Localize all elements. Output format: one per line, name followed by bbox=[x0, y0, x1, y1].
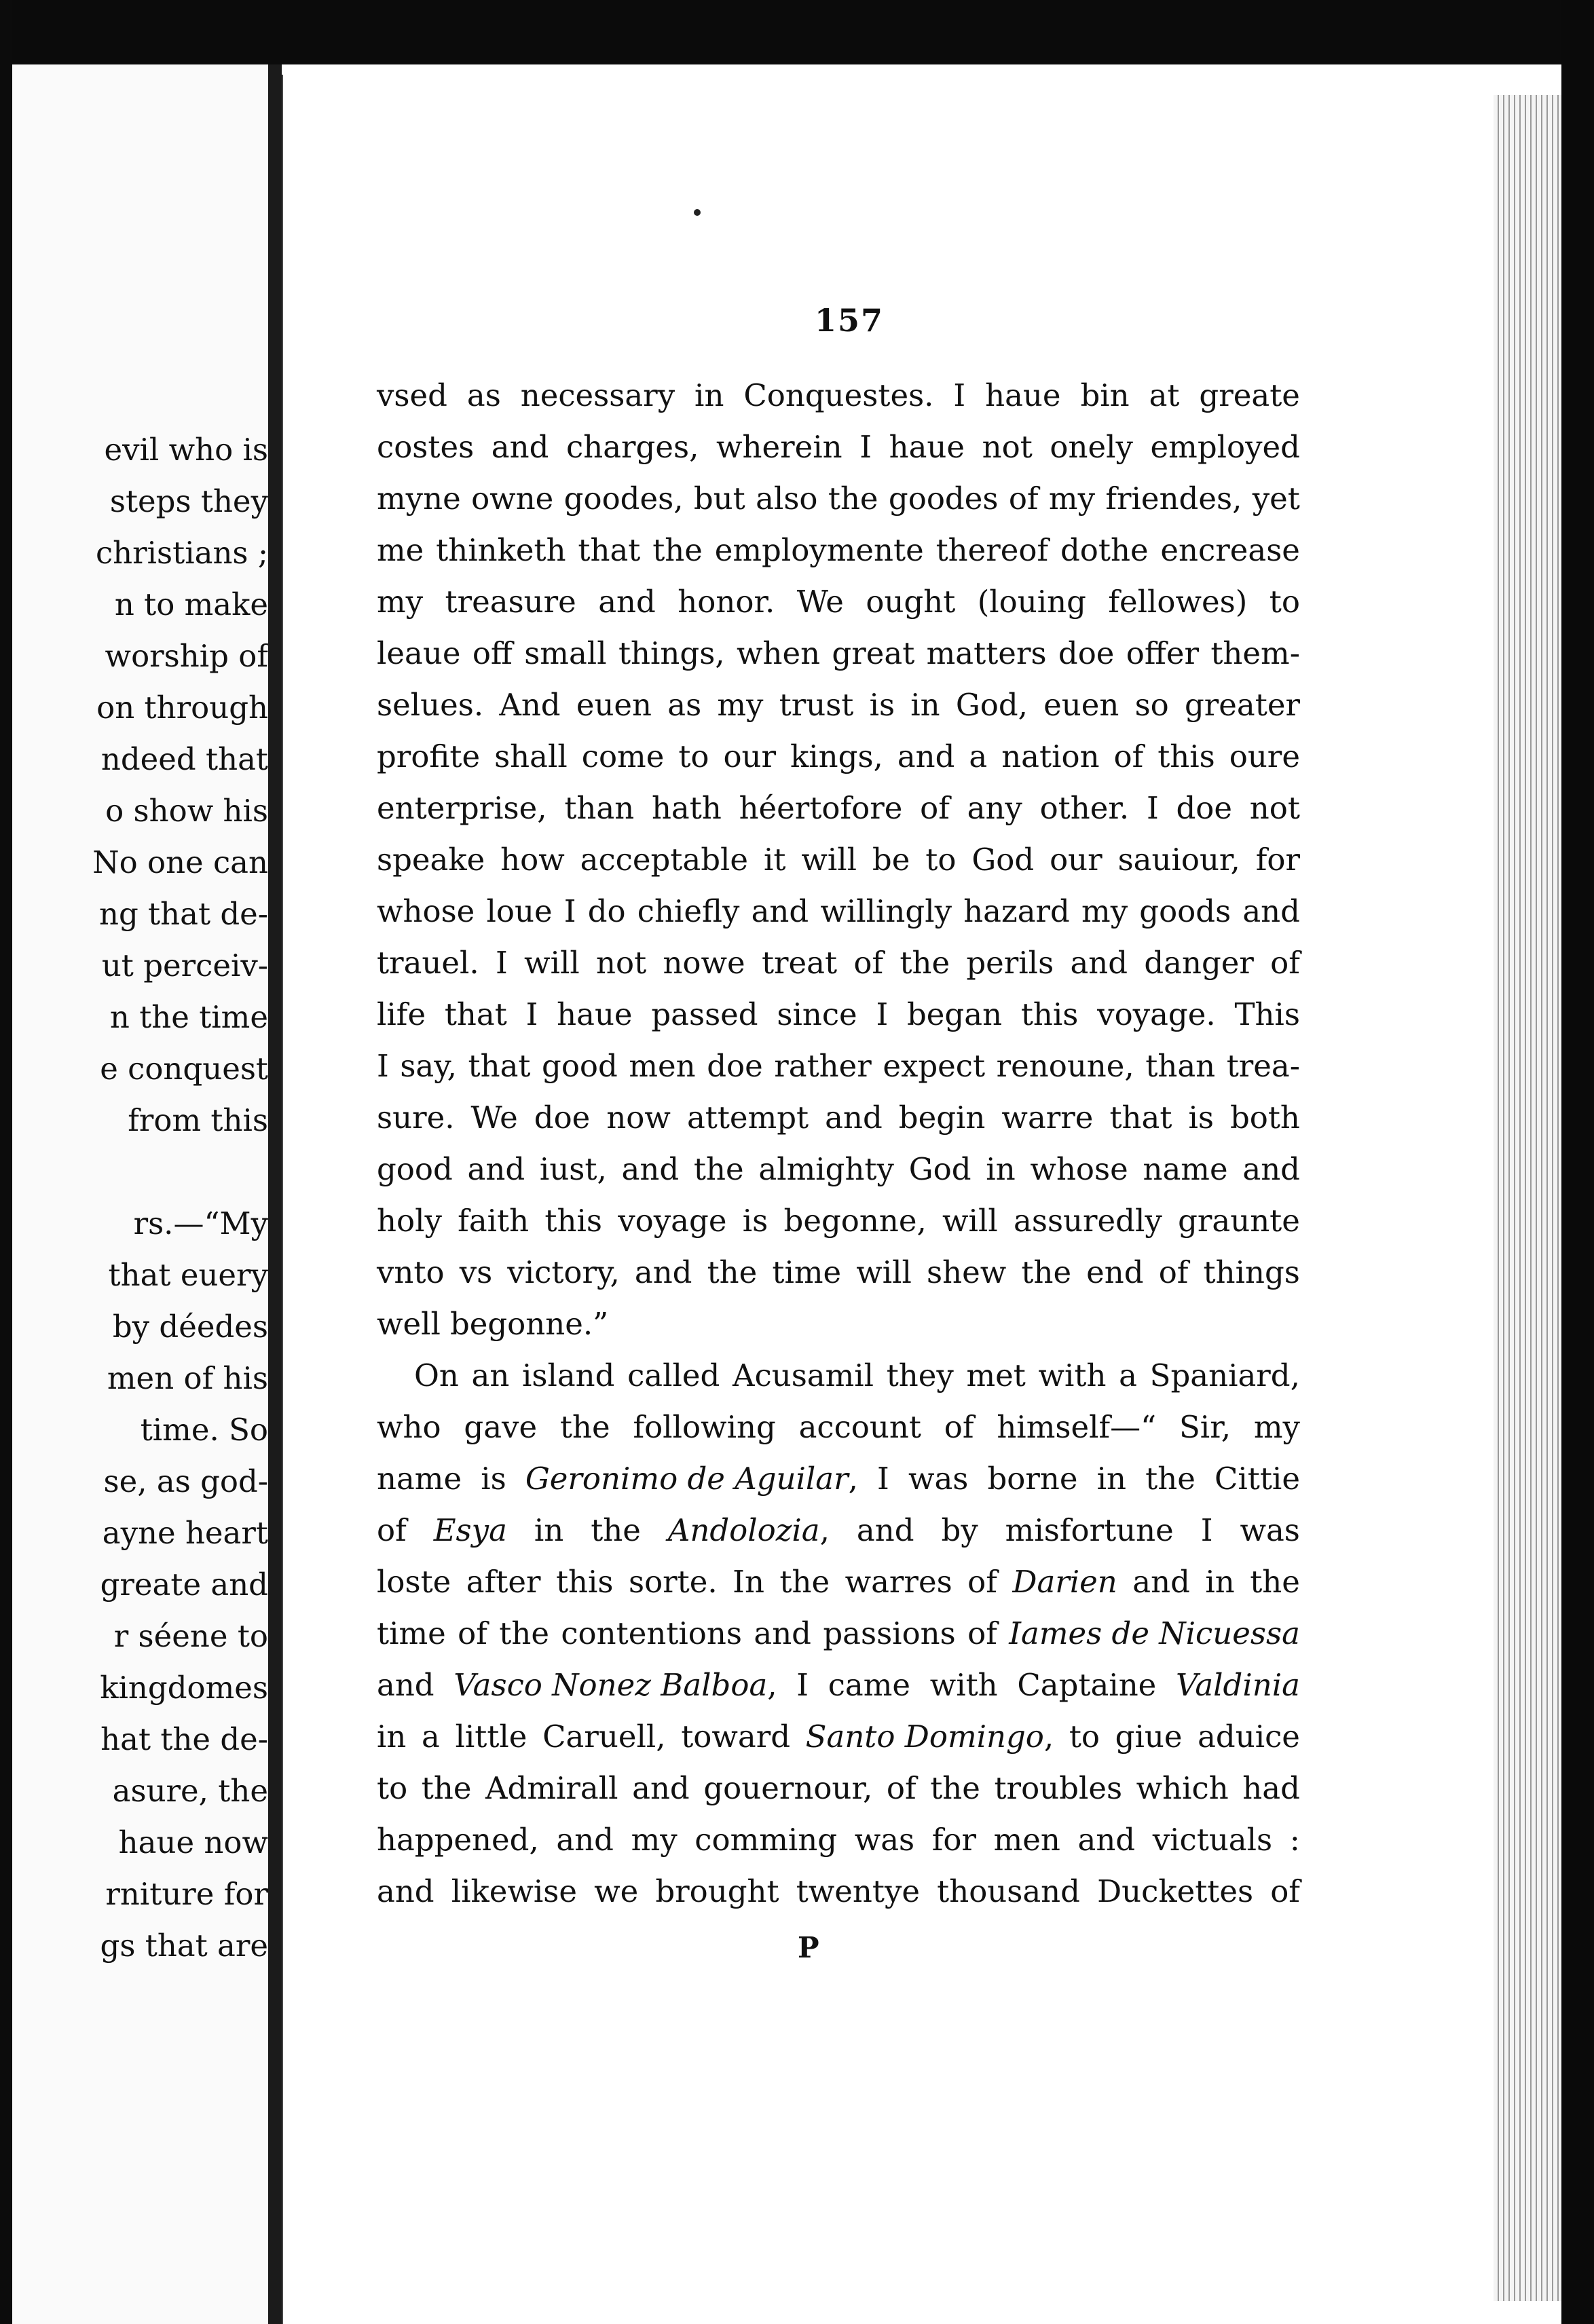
left-fragment-line: ng that de- bbox=[98, 896, 268, 932]
left-fragment-line: ut perceiv- bbox=[101, 948, 268, 983]
text-line: name is Geronimo de Aguilar, I was borne in the Cittie bbox=[377, 1461, 1300, 1497]
signature-mark: P bbox=[798, 1931, 819, 1964]
left-fragment-line: n the time bbox=[109, 999, 268, 1035]
left-fragment-line: ayne heart bbox=[102, 1515, 268, 1551]
text-line: On an island called Acusamil they met with a Spaniard, bbox=[414, 1357, 1300, 1393]
left-fragment-line: steps they bbox=[109, 483, 268, 519]
left-fragment-line: n to make bbox=[114, 586, 268, 622]
text-line: loste after this sorte. In the warres of Darien and in the bbox=[377, 1564, 1300, 1600]
left-fragment-line: from this bbox=[128, 1102, 268, 1138]
text-line: and Vasco Nonez Balboa, I came with Captaine Valdinia bbox=[377, 1667, 1300, 1703]
left-fragment-line: se, as god- bbox=[103, 1463, 268, 1499]
left-fragment-line: hat the de- bbox=[100, 1721, 268, 1757]
page-number: 157 bbox=[815, 302, 885, 339]
left-fragment-line: that euery bbox=[108, 1257, 268, 1293]
scan-border-left bbox=[0, 0, 12, 2324]
text-line: of Esya in the Andolozia, and by misfortune I was bbox=[377, 1512, 1300, 1548]
text-line: enterprise, than hath héertofore of any other. I doe not bbox=[377, 790, 1300, 826]
left-fragment-line: time. So bbox=[140, 1412, 268, 1448]
left-fragment-line: kingdomes bbox=[100, 1670, 268, 1706]
left-fragment-line: greate and bbox=[100, 1567, 268, 1603]
text-line: profite shall come to our kings, and a nation of this oure bbox=[377, 738, 1300, 774]
text-line: to the Admirall and gouernour, of the troubles which had bbox=[377, 1770, 1300, 1806]
text-line: well begonne.” bbox=[377, 1306, 609, 1342]
text-line: selues. And euen as my trust is in God, euen so greater bbox=[377, 687, 1300, 723]
left-fragment-line: r séene to bbox=[113, 1618, 268, 1654]
left-fragment-line: rs.—“My bbox=[133, 1205, 268, 1241]
left-fragment-line: by déedes bbox=[112, 1309, 268, 1345]
left-fragment-line bbox=[12, 1146, 268, 1198]
body-text bbox=[377, 370, 1300, 1917]
left-fragment-line: No one can bbox=[92, 844, 268, 880]
book-gutter bbox=[268, 64, 282, 2324]
left-fragment-line: worship of bbox=[105, 638, 268, 674]
text-line: trauel. I will not nowe treat of the perils and danger of bbox=[377, 945, 1300, 981]
scan-border-top bbox=[0, 0, 1594, 64]
left-fragment-line: christians ; bbox=[95, 535, 268, 571]
text-line: me thinketh that the employmente thereof dothe encrease bbox=[377, 532, 1300, 568]
text-line: myne owne goodes, but also the goodes of my friendes, yet bbox=[377, 481, 1300, 517]
text-line: sure. We doe now attempt and begin warre that is both bbox=[377, 1100, 1300, 1136]
left-fragment-line: e conquest bbox=[100, 1051, 268, 1087]
text-line: in a little Caruell, toward Santo Domingo, to giue aduice bbox=[377, 1719, 1300, 1755]
paragraph-speech bbox=[377, 370, 1300, 1350]
ink-dot bbox=[694, 209, 701, 216]
text-line: speake how acceptable it will be to God our sauiour, for bbox=[377, 842, 1300, 878]
left-fragment-line: gs that are bbox=[100, 1928, 268, 1964]
left-fragment-line: evil who is bbox=[104, 432, 268, 468]
left-fragment-line: on through bbox=[96, 690, 268, 726]
text-line: whose loue I do chiefly and willingly hazard my goods and bbox=[377, 893, 1300, 929]
text-line: leaue off small things, when great matters doe offer them- bbox=[377, 635, 1300, 671]
paragraph-aguilar bbox=[377, 1350, 1300, 1917]
facing-page-left bbox=[12, 64, 268, 2324]
text-line: costes and charges, wherein I haue not onely employed bbox=[377, 429, 1300, 465]
left-fragment-line: o show his bbox=[105, 793, 268, 829]
text-line: happened, and my comming was for men and victuals : bbox=[377, 1822, 1300, 1858]
text-line: I say, that good men doe rather expect renoune, than trea- bbox=[377, 1048, 1300, 1084]
page-edges bbox=[1494, 95, 1561, 2301]
text-line: life that I haue passed since I began this voyage. This bbox=[377, 996, 1300, 1032]
text-line: vsed as necessary in Conquestes. I haue bin at greate bbox=[377, 377, 1300, 413]
text-line: my treasure and honor. We ought (louing fellowes) to bbox=[377, 584, 1300, 620]
text-line: vnto vs victory, and the time will shew the end of things bbox=[377, 1254, 1300, 1290]
text-line: and likewise we brought twentye thousand Duckettes of bbox=[377, 1873, 1300, 1909]
text-line: good and iust, and the almighty God in whose name and bbox=[377, 1151, 1300, 1187]
text-line: who gave the following account of himself—“ Sir, my bbox=[377, 1409, 1300, 1445]
text-line: holy faith this voyage is begonne, will assuredly graunte bbox=[377, 1203, 1300, 1239]
left-fragment-line: rniture for bbox=[105, 1876, 268, 1912]
scan-border-right bbox=[1561, 0, 1594, 2324]
left-fragment-line: men of his bbox=[107, 1360, 268, 1396]
left-page-text bbox=[12, 424, 268, 1972]
left-fragment-line: haue now bbox=[118, 1824, 268, 1860]
left-fragment-line: asure, the bbox=[112, 1773, 268, 1809]
left-fragment-line: ndeed that bbox=[100, 741, 268, 777]
text-line: time of the contentions and passions of Iames de Nicuessa bbox=[377, 1615, 1300, 1651]
